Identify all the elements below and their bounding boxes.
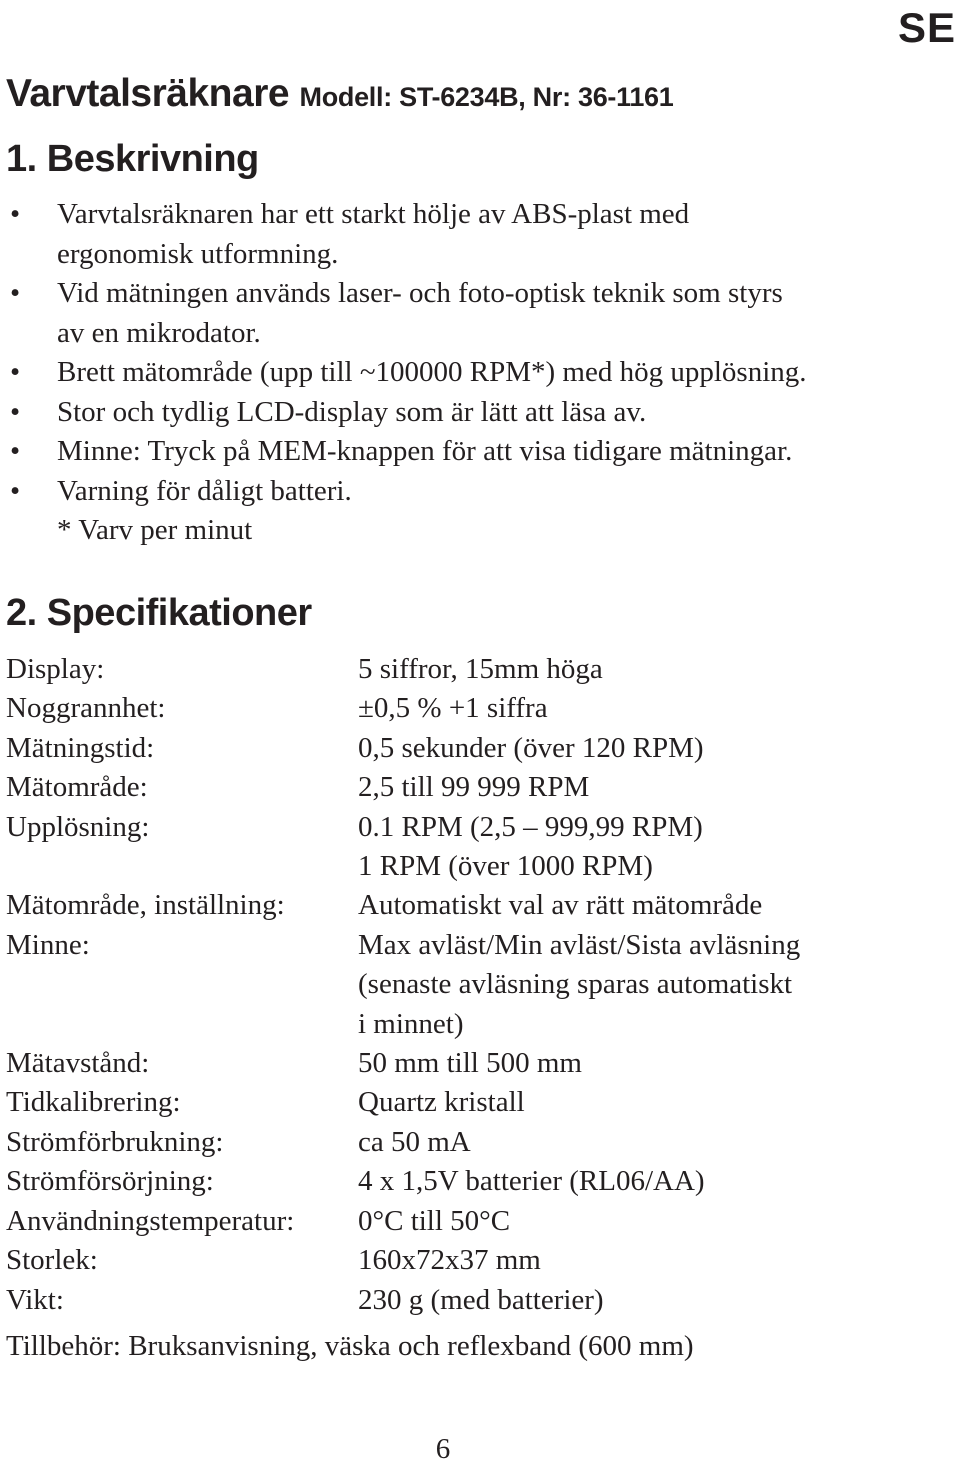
bullet-icon: • (10, 474, 21, 507)
spec-row (6, 926, 946, 1044)
bullet-item (0, 195, 940, 235)
spec-values (358, 729, 704, 768)
spec-value: 0,5 sekunder (över 120 RPM) (358, 731, 704, 764)
spec-value: ±0,5 % +1 siffra (358, 692, 548, 725)
bullet-text: Varning för dåligt batteri. (57, 474, 352, 507)
spec-values (358, 926, 800, 1044)
bullet-item-continuation (0, 235, 940, 275)
spec-values (358, 1123, 471, 1162)
spec-value: 160x72x37 mm (358, 1244, 541, 1277)
spec-values (358, 808, 703, 887)
spec-label: Tidkalibrering: (6, 1086, 181, 1119)
bullet-icon: • (10, 435, 21, 467)
spec-values (358, 1162, 705, 1201)
spec-values (358, 1044, 582, 1083)
spec-values (358, 1202, 510, 1241)
bullet-icon: • (10, 277, 21, 309)
footnote: * Varv per minut (57, 514, 253, 546)
spec-label: Användningstemperatur: (6, 1204, 295, 1237)
bullet-item (0, 432, 940, 472)
spec-value: Max avläst/Min avläst/Sista avläsning (358, 928, 801, 961)
spec-label: Mätavstånd: (6, 1047, 150, 1080)
description-bullet-list (0, 195, 940, 551)
spec-values (358, 768, 589, 807)
spec-values (358, 650, 603, 689)
spec-label: Strömförsörjning: (6, 1165, 214, 1198)
spec-label: Minne: (6, 928, 90, 961)
spec-label: Mätningstid: (6, 731, 155, 764)
bullet-text: Brett mätområde (upp till ~100000 RPM*) med hög upplösning. (57, 356, 807, 388)
spec-label: Noggrannhet: (6, 692, 166, 725)
section-heading-specifications: 2. Specifikationer (6, 592, 312, 634)
spec-value: Quartz kristall (358, 1086, 525, 1119)
spec-label: Upplösning: (6, 810, 150, 843)
bullet-item (0, 353, 940, 393)
bullet-text: Minne: Tryck på MEM-knappen för att visa tidigare mätningar. (57, 435, 793, 467)
spec-value: 0.1 RPM (2,5 – 999,99 RPM) (358, 810, 703, 843)
specifications-table (6, 650, 946, 1320)
bullet-item (0, 274, 940, 314)
spec-row (6, 729, 946, 768)
spec-row (6, 768, 946, 807)
bullet-item (0, 393, 940, 433)
product-title: Varvtalsräknare (6, 72, 290, 115)
spec-row (6, 1123, 946, 1162)
bullet-icon: • (10, 395, 21, 428)
language-tag: SE (897, 4, 956, 51)
spec-value: 0°C till 50°C (358, 1204, 511, 1237)
spec-value: ca 50 mA (358, 1125, 471, 1158)
spec-row (6, 808, 946, 887)
bullet-icon: • (10, 356, 21, 388)
spec-row (6, 1241, 946, 1280)
bullet-text: Stor och tydlig LCD-display som är lätt att läsa av. (57, 395, 647, 428)
spec-row (6, 1162, 946, 1201)
spec-value: 1 RPM (över 1000 RPM) (358, 850, 653, 883)
spec-value: 4 x 1,5V batterier (RL06/AA) (358, 1165, 705, 1198)
spec-value: 2,5 till 99 999 RPM (358, 771, 590, 804)
spec-values (358, 1241, 541, 1280)
spec-values (358, 689, 548, 728)
spec-row (6, 886, 946, 925)
spec-row (6, 650, 946, 689)
spec-label: Mätområde: (6, 771, 148, 804)
spec-values (358, 886, 762, 925)
accessories-line: Tillbehör: Bruksanvisning, väska och reflexband (600 mm) (6, 1330, 694, 1362)
spec-values (358, 1281, 604, 1320)
spec-row (6, 1202, 946, 1241)
spec-values (358, 1083, 525, 1122)
spec-value: i minnet) (358, 1007, 464, 1040)
spec-row (6, 1044, 946, 1083)
spec-label: Strömförbrukning: (6, 1125, 224, 1158)
bullet-text: Varvtalsräknaren har ett starkt hölje av ABS-plast med (57, 198, 690, 230)
bullet-item-continuation (0, 314, 940, 354)
document-title (6, 72, 673, 116)
spec-value: 5 siffror, 15mm höga (358, 653, 603, 685)
section-heading-description: 1. Beskrivning (6, 138, 259, 180)
bullet-icon: • (10, 198, 21, 230)
bullet-text: av en mikrodator. (57, 316, 261, 349)
spec-label: Vikt: (6, 1283, 64, 1316)
spec-value: (senaste avläsning sparas automatiskt (358, 968, 793, 1001)
bullet-text: Vid mätningen används laser- och foto-optisk teknik som styrs (57, 277, 783, 309)
model-number: Modell: ST-6234B, Nr: 36-1161 (299, 82, 674, 112)
bullet-item (0, 472, 940, 512)
spec-row (6, 689, 946, 728)
spec-row (6, 1083, 946, 1122)
spec-row (6, 1281, 946, 1320)
spec-value: Automatiskt val av rätt mätområde (358, 889, 763, 922)
spec-value: 50 mm till 500 mm (358, 1047, 582, 1080)
spec-label: Mätområde, inställning: (6, 889, 285, 922)
bullet-text: ergonomisk utformning. (57, 237, 339, 270)
spec-label: Display: (6, 653, 105, 685)
spec-label: Storlek: (6, 1244, 98, 1277)
page-number: 6 (435, 1433, 451, 1465)
spec-value: 230 g (med batterier) (358, 1283, 604, 1316)
